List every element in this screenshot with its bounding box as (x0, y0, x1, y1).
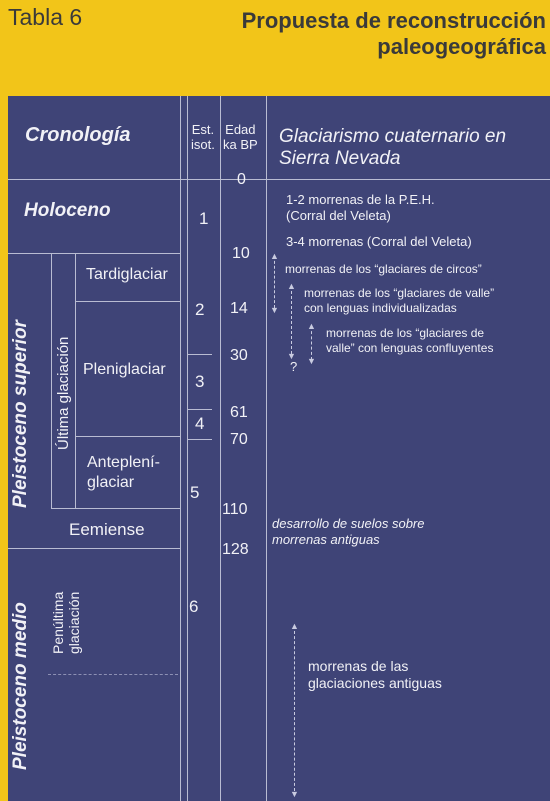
age-0: 0 (237, 171, 246, 188)
period-pleniglaciar: Pleniglaciar (83, 361, 166, 378)
age-70: 70 (230, 431, 248, 448)
arrow-up-icon: ▲ (287, 281, 296, 291)
period-eemiense: Eemiense (69, 520, 145, 539)
age-61: 61 (230, 404, 248, 421)
stage-5: 5 (190, 483, 200, 502)
age-110: 110 (222, 501, 248, 518)
divider-line (187, 409, 212, 410)
arrow-up-icon: ▲ (270, 251, 279, 261)
range-arrow (294, 626, 296, 796)
age-14: 14 (230, 300, 248, 317)
col-edad: Edad ka BP (223, 122, 258, 152)
divider-line (75, 301, 180, 302)
table-label: Tabla 6 (8, 4, 83, 30)
title-line-1: Propuesta de reconstrucción (241, 8, 546, 33)
period-penultima-glaciacion: Penúltima glaciación (50, 591, 82, 654)
event-valle-individualizadas: morrenas de los “glaciares de valle” con lenguas individualizadas (304, 286, 495, 315)
col-est-isot: Est. isot. (191, 122, 215, 152)
stage-3: 3 (195, 372, 205, 391)
arrow-down-icon: ▼ (287, 351, 296, 361)
event-suelos: desarrollo de suelos sobre morrenas antiguas (272, 516, 425, 547)
divider-line (220, 96, 221, 801)
col-glaciarismo: Glaciarismo cuaternario en Sierra Nevada (279, 126, 507, 169)
divider-line (51, 253, 52, 508)
event-glaciaciones-antiguas: morrenas de las glaciaciones antiguas (308, 658, 442, 691)
age-128: 128 (222, 541, 249, 558)
arrow-down-icon: ▼ (270, 305, 279, 315)
header-divider (8, 179, 550, 180)
arrow-up-icon: ▲ (290, 621, 299, 631)
divider-line (8, 253, 180, 254)
stage-2: 2 (195, 300, 205, 319)
period-pleistoceno-medio: Pleistoceno medio (10, 602, 31, 770)
range-arrow (274, 256, 276, 308)
period-antepleniglaciar: Anteplení- glaciar (87, 454, 160, 491)
divider-line (51, 508, 180, 509)
event-holoceno-2: 3-4 morrenas (Corral del Veleta) (286, 234, 472, 249)
event-holoceno-1: 1-2 morrenas de la P.E.H. (Corral del Veleta) (286, 192, 435, 223)
event-valle-confluyentes: morrenas de los “glaciares de valle” con lenguas confluyentes (326, 326, 494, 355)
divider-line (187, 96, 188, 801)
dashed-divider (48, 674, 178, 675)
col-cronologia: Cronología (25, 124, 131, 146)
period-ultima-glaciacion: Última glaciación (55, 336, 72, 450)
title-line-2: paleogeográfica (377, 34, 546, 59)
divider-line (187, 439, 212, 440)
stage-6: 6 (189, 597, 199, 616)
range-arrow (311, 326, 313, 360)
divider-line (75, 253, 76, 508)
divider-line (266, 96, 267, 801)
page-title (242, 8, 546, 60)
arrow-down-icon: ▼ (307, 356, 316, 366)
event-question: ? (290, 359, 298, 374)
event-circos: morrenas de los “glaciares de circos” (285, 262, 482, 276)
stage-1: 1 (199, 209, 209, 228)
arrow-down-icon: ▼ (290, 789, 299, 799)
period-pleistoceno-superior: Pleistoceno superior (10, 320, 31, 508)
divider-line (187, 354, 212, 355)
age-10: 10 (232, 245, 250, 262)
divider-line (180, 96, 181, 801)
chronology-table (8, 96, 550, 801)
stage-4: 4 (195, 414, 205, 433)
period-tardiglaciar: Tardiglaciar (86, 266, 168, 283)
arrow-up-icon: ▲ (307, 321, 316, 331)
age-30: 30 (230, 347, 248, 364)
period-holoceno: Holoceno (24, 200, 111, 221)
divider-line (75, 436, 180, 437)
range-arrow (291, 286, 293, 354)
divider-line (8, 548, 180, 549)
